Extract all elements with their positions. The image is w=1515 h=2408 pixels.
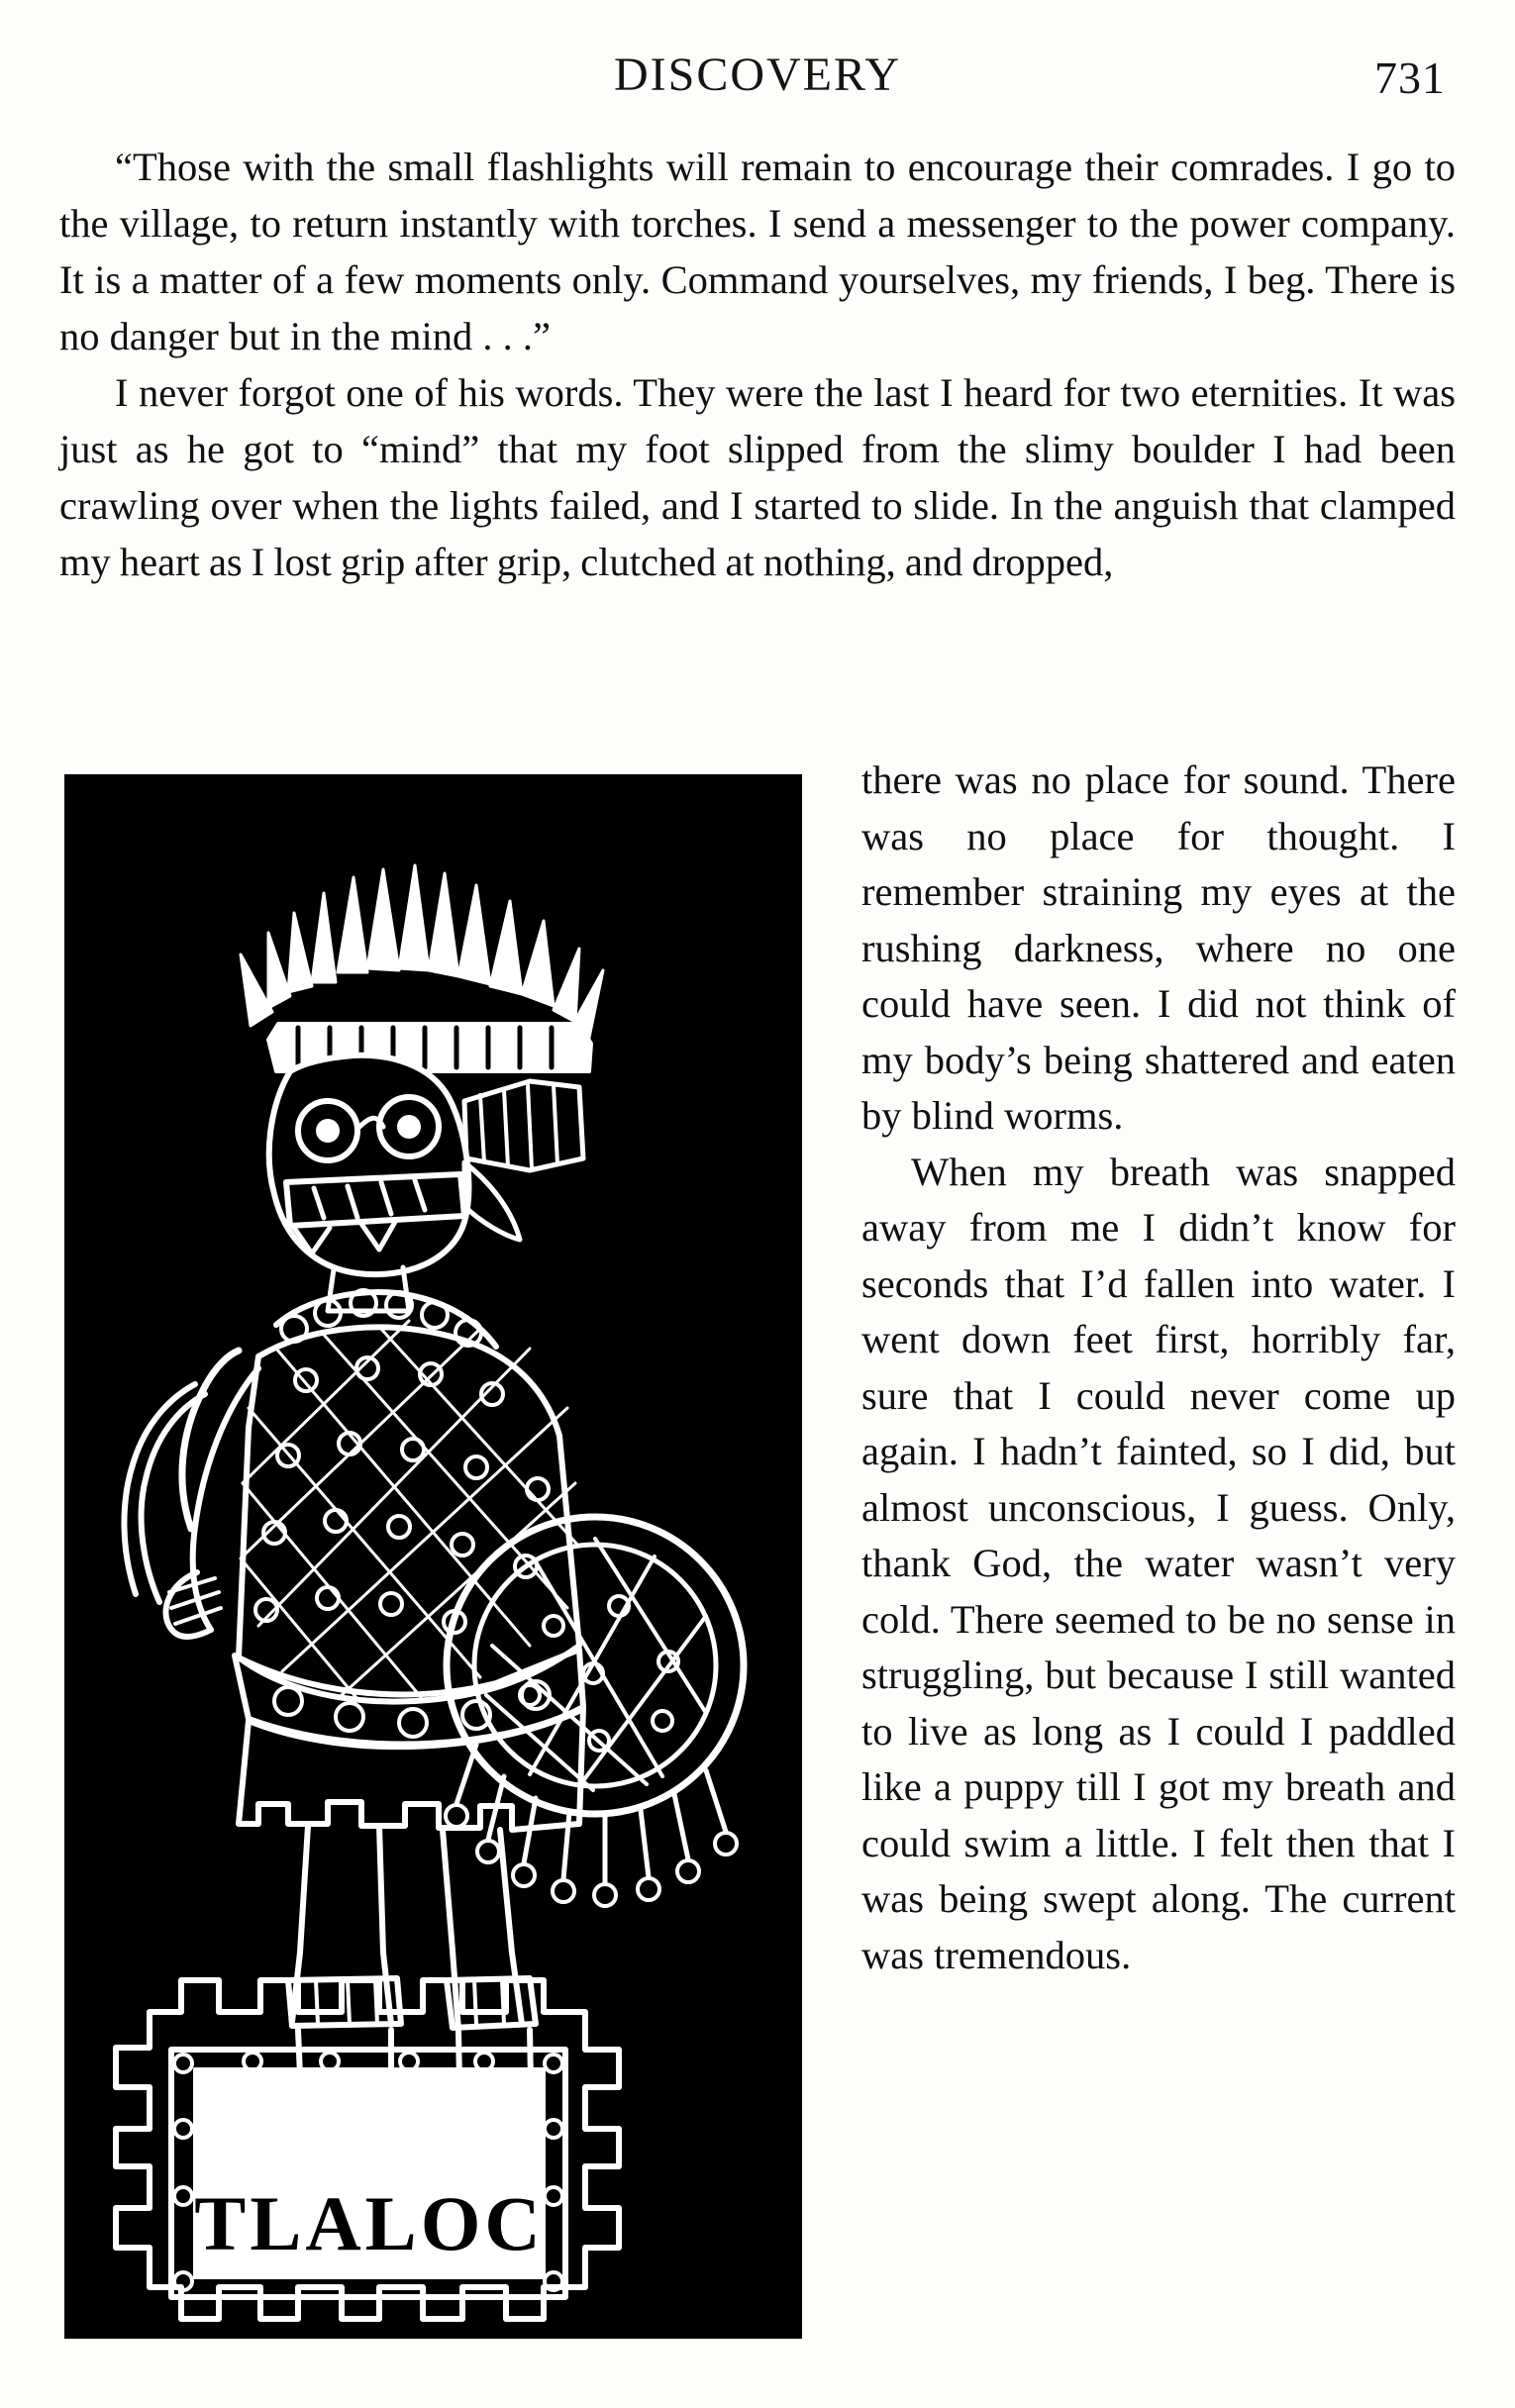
illustration-caption: TLALOC (194, 2180, 545, 2266)
paragraph: I never forgot one of his words. They were the last I heard for two eternities. It was just as he got to “mind” that my foot slipped from the slimy boulder I had been crawling over when the lights failed, and I started to slide. In the anguish that clamped my heart as I lost grip after grip, clutched at nothing, and dropped, (59, 370, 1456, 584)
paragraph: When my breath was snapped away from me I didn’t know for seconds that I’d fallen into water. I went down feet first, horribly far, sure that I could never come up again. I hadn’t fainted, so I did, but almost unconscious, I guess. Only, thank God, the water wasn’t very cold. There seemed to be no sense in struggling, but because I still wanted to live as long as I could I paddled like a puppy till I got my breath and could swim a little. I felt then that I was being swept along. The current was tremendous. (861, 1149, 1456, 1977)
paragraph: there was no place for sound. There was no place for thought. I remember straining my eyes at the rushing darkness, where no one could have seen. I did not think of my body’s being shattered and eaten by blind worms. (861, 757, 1456, 1138)
lower-region (59, 752, 1456, 2357)
illustration-tlaloc (64, 774, 802, 2339)
body-text (59, 139, 1456, 590)
paragraph: “Those with the small flashlights will remain to encourage their comrades. I go to the village, to return instantly with torches. I send a messenger to the power company. It is a matter of a few moments only. Command yourselves, my friends, I beg. There is no danger but in the mind . . .” (59, 145, 1456, 358)
right-text-column (861, 752, 1456, 1983)
running-head (59, 48, 1456, 117)
page-number: 731 (1374, 52, 1446, 103)
tlaloc-figure-svg (64, 774, 802, 2339)
page-title: DISCOVERY (613, 49, 902, 101)
